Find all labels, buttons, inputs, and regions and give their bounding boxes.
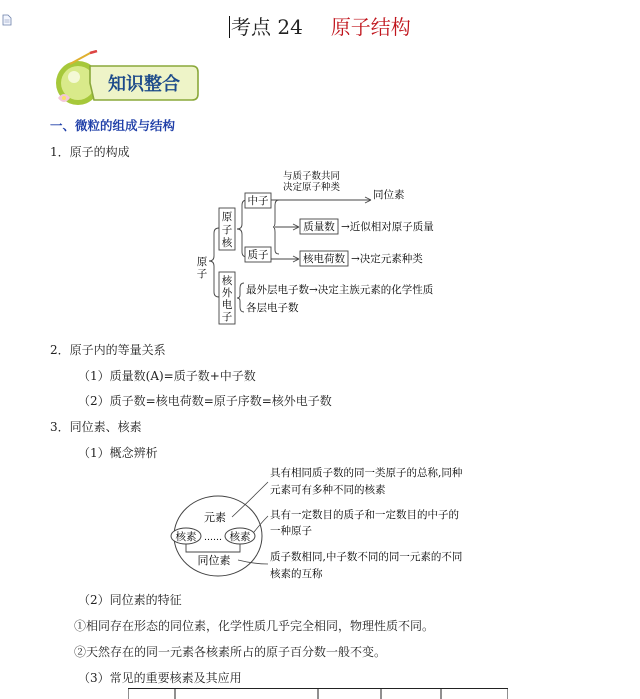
nucleus-char-3: 核	[221, 237, 233, 249]
electron-char-3: 电	[221, 299, 233, 311]
nucleus-char-1: 原	[221, 211, 233, 223]
isotope-result: 同位素	[373, 189, 405, 201]
electron-brace	[237, 283, 244, 312]
relation-1: （1）质量数(A)=质子数+中子数	[78, 369, 256, 383]
neutron-note-2: 决定原子种类	[283, 182, 341, 193]
shell-electron-note: 各层电子数	[246, 302, 299, 314]
electron-char-4: 子	[221, 311, 233, 323]
banner-text: 知识整合	[108, 74, 180, 95]
nuclide-right-label: 核素	[229, 531, 251, 543]
neutron-note-1: 与质子数共同	[283, 171, 341, 182]
def-isotope-2: 核素的互称	[270, 568, 323, 580]
mass-number-note: →近似相对原子质量	[341, 221, 434, 233]
title-prefix: 考点 24	[231, 15, 303, 39]
nuclide-left-label: 核素	[175, 531, 197, 543]
nucleus-char-2: 子	[221, 224, 233, 236]
def-isotope-1: 质子数相同,中子数不同的同一元素的不同	[270, 551, 463, 563]
text-cursor	[229, 16, 230, 38]
feature-1: ①相同存在形态的同位素，化学性质几乎完全相同，物理性质不同。	[74, 619, 435, 633]
isotope-bracket	[186, 544, 240, 552]
element-label: 元素	[204, 511, 226, 524]
dots: ……	[204, 533, 222, 543]
sub-1-label: （1）概念辨析	[78, 446, 158, 460]
proton-label: 质子	[247, 249, 269, 261]
sub-2-label: （2）同位素的特征	[78, 593, 182, 607]
feature-2: ②天然存在的同一元素各核素所占的原子百分数一般不变。	[74, 645, 387, 659]
nuclear-charge-note: →决定元素种类	[351, 253, 423, 265]
electron-char-2: 外	[221, 287, 233, 299]
title-main: 原子结构	[330, 15, 411, 39]
concept-diagram	[168, 460, 513, 590]
def-element-1: 具有相同质子数的同一类原子的总称,同种	[270, 467, 463, 479]
mass-number-label: 质量数	[303, 221, 335, 233]
def-nuclide-2: 一种原子	[270, 525, 312, 537]
nuclear-charge-label: 核电荷数	[303, 253, 345, 265]
outer-electron-note: 最外层电子数→决定主族元素的化学性质	[246, 284, 434, 296]
atom-char-2: 子	[196, 268, 208, 280]
section-banner	[50, 50, 200, 110]
isotope-label: 同位素	[197, 554, 231, 567]
item-1-label: 1．原子的构成	[50, 145, 130, 159]
item-3-label: 3．同位素、核素	[50, 420, 142, 434]
item-2-label: 2．原子内的等量关系	[50, 343, 166, 357]
document-icon[interactable]	[2, 14, 12, 26]
atom-char-1: 原	[196, 256, 208, 268]
page-title	[229, 11, 411, 40]
atom-brace	[209, 228, 219, 297]
section-heading: 一、微粒的组成与结构	[50, 118, 176, 133]
nuclide-table-top	[128, 688, 508, 699]
neutron-label: 中子	[247, 195, 269, 207]
sub-3-label: （3）常见的重要核素及其应用	[78, 671, 242, 685]
atom-structure-diagram	[195, 164, 465, 332]
relation-2: （2）质子数=核电荷数=原子序数=核外电子数	[78, 394, 332, 408]
def-element-2: 元素可有多种不同的核素	[270, 484, 386, 496]
electron-char-1: 核	[221, 275, 233, 287]
def-nuclide-1: 具有一定数目的质子和一定数目的中子的	[270, 509, 459, 521]
